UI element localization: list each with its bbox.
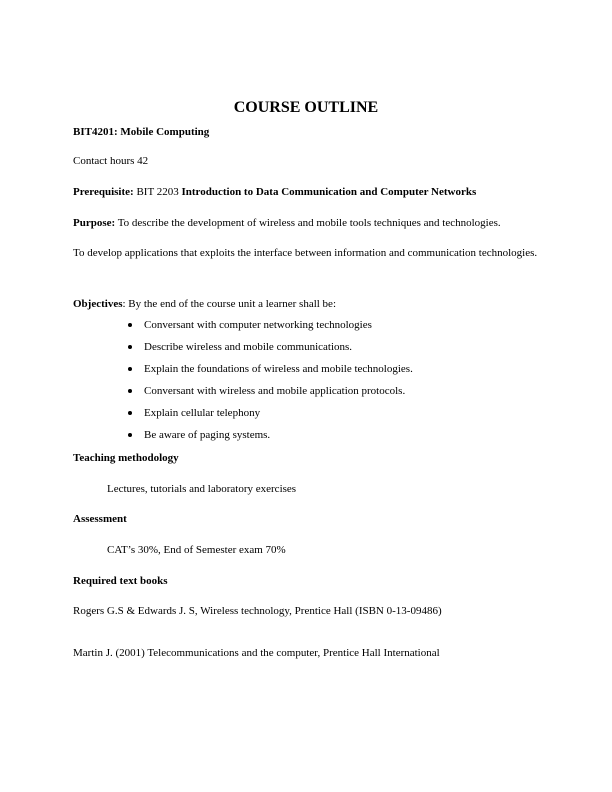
page-title: COURSE OUTLINE	[233, 99, 379, 116]
assessment-text: CAT’s 30%, End of Semester exam 70%	[107, 544, 286, 556]
objectives-intro: : By the end of the course unit a learner shall be:	[122, 298, 336, 310]
assessment-heading: Assessment	[73, 513, 127, 525]
list-item: Describe wireless and mobile communications.	[126, 340, 413, 362]
list-item: Explain the foundations of wireless and mobile technologies.	[126, 362, 413, 384]
purpose-line	[73, 216, 501, 230]
prerequisite-code: BIT 2203	[133, 186, 182, 198]
teaching-heading: Teaching methodology	[73, 452, 179, 464]
course-code-title: BIT4201: Mobile Computing	[73, 126, 210, 138]
teaching-text: Lectures, tutorials and laboratory exercises	[107, 483, 297, 495]
objectives-line	[73, 297, 336, 311]
objectives-label: Objectives	[73, 298, 123, 310]
books-heading: Required text books	[73, 575, 168, 587]
list-item: Conversant with wireless and mobile application protocols.	[126, 384, 413, 406]
bullet-icon	[128, 367, 132, 371]
book-item-1: Rogers G.S & Edwards J. S, Wireless technology, Prentice Hall (ISBN 0-13-09486)	[73, 605, 442, 617]
list-item: Conversant with computer networking technologies	[126, 318, 413, 340]
bullet-icon	[128, 433, 132, 437]
develop-paragraph: To develop applications that exploits the interface between information and communication technologies.	[73, 247, 538, 259]
list-item: Be aware of paging systems.	[126, 428, 413, 450]
prerequisite-name: Introduction to Data Communication and Computer Networks	[181, 186, 477, 198]
book-item-2: Martin J. (2001) Telecommunications and the computer, Prentice Hall International	[73, 647, 440, 659]
purpose-text: To describe the development of wireless and mobile tools techniques and technologies.	[115, 217, 501, 229]
contact-hours: Contact hours 42	[73, 155, 149, 167]
bullet-icon	[128, 345, 132, 349]
objectives-list	[126, 318, 413, 450]
bullet-icon	[128, 323, 132, 327]
prerequisite-line	[73, 185, 476, 199]
purpose-label: Purpose:	[73, 217, 116, 229]
bullet-icon	[128, 389, 132, 393]
list-item: Explain cellular telephony	[126, 406, 413, 428]
bullet-icon	[128, 411, 132, 415]
prerequisite-label: Prerequisite:	[73, 186, 134, 198]
